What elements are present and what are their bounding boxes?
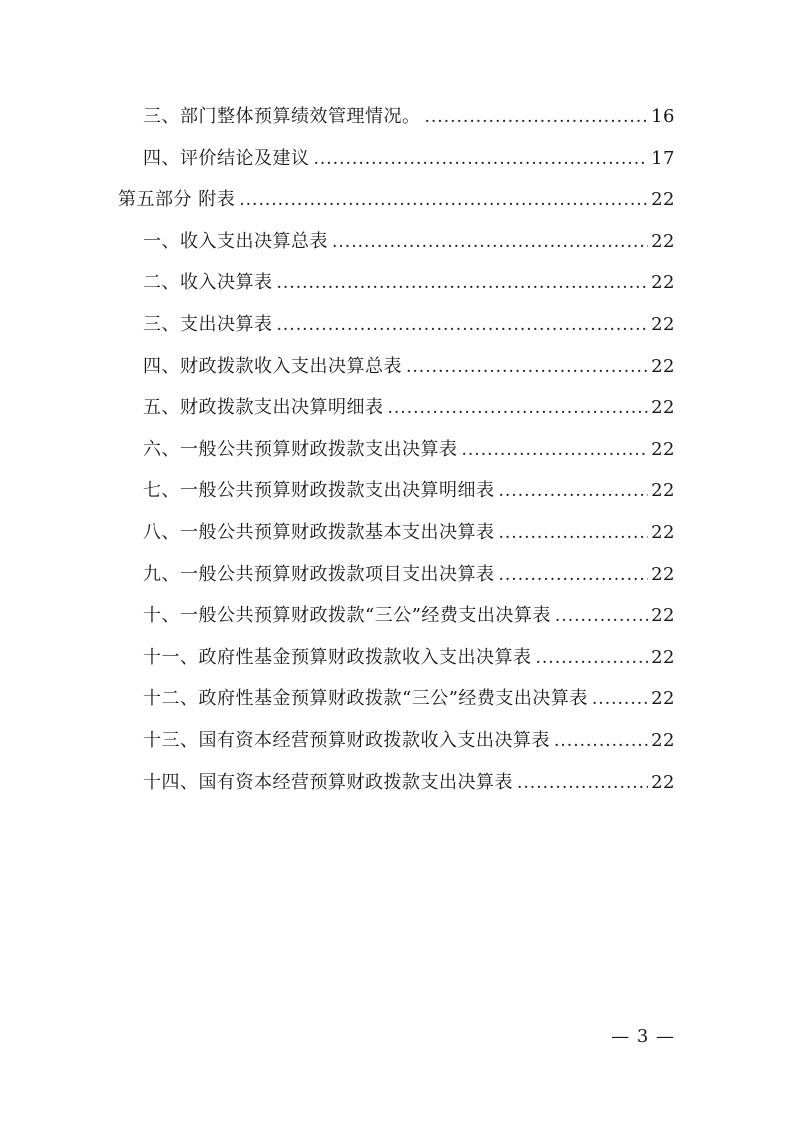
toc-entry-page: 16: [651, 106, 675, 127]
toc-entry-page: 17: [651, 147, 675, 169]
toc-entry: [118, 387, 675, 429]
toc-entry-page: 22: [651, 480, 675, 502]
toc-entry: [118, 720, 675, 762]
toc-entry-page: 22: [651, 521, 675, 543]
dot-leader: [388, 388, 649, 430]
dot-leader: [499, 471, 649, 513]
toc-entry: [118, 346, 675, 388]
toc-entry-label: 八、一般公共预算财政拨款基本支出决算表: [143, 521, 495, 543]
toc-entry-label: 十四、国有资本经营预算财政拨款支出决算表: [143, 771, 513, 793]
dot-leader: [499, 555, 649, 597]
toc-entry-page: 22: [651, 646, 675, 668]
toc-entry-label: 十、一般公共预算财政拨款“三公”经费支出决算表: [143, 605, 551, 627]
toc-entry-label: 五、财政拨款支出决算明细表: [143, 397, 384, 419]
toc-entry: [118, 762, 675, 804]
toc-entry-label: 一、收入支出决算总表: [143, 230, 328, 252]
toc-entry: [118, 221, 675, 263]
toc-list: [118, 96, 675, 803]
page-number: — 3 —: [611, 1026, 675, 1047]
toc-entry-label: 三、部门整体预算绩效管理情况。: [143, 106, 421, 127]
toc-entry-label: 四、财政拨款收入支出决算总表: [143, 355, 402, 377]
toc-entry-page: 22: [651, 688, 675, 710]
dot-leader: [517, 763, 648, 805]
toc-entry-page: 22: [651, 397, 675, 419]
dot-leader: [239, 180, 648, 222]
toc-entry-page: 22: [651, 313, 675, 335]
toc-entry-label: 十一、政府性基金预算财政拨款收入支出决算表: [143, 646, 532, 668]
toc-entry-page: 22: [651, 189, 675, 211]
toc-entry-page: 22: [651, 729, 675, 751]
dot-leader: [332, 222, 648, 264]
toc-entry: [118, 262, 675, 304]
page-footer: [611, 1026, 675, 1047]
toc-entry: [118, 678, 675, 720]
toc-entry-label: 十三、国有资本经营预算财政拨款收入支出决算表: [143, 729, 550, 751]
toc-entry: [118, 512, 675, 554]
toc-entry: [118, 304, 675, 346]
toc-entry: [118, 138, 675, 180]
toc-entry-page: 22: [651, 272, 675, 294]
dot-leader: [554, 721, 648, 763]
dot-leader: [406, 347, 648, 389]
toc-entry: [118, 470, 675, 512]
dot-leader: [277, 305, 649, 347]
toc-entry-page: 22: [651, 355, 675, 377]
dot-leader: [536, 638, 649, 680]
toc-entry-label: 四、评价结论及建议: [143, 147, 310, 169]
toc-entry-label: 第五部分 附表: [118, 189, 236, 211]
toc-entry-page: 22: [651, 771, 675, 793]
toc-entry-page: 22: [651, 605, 675, 627]
toc-entry-label: 三、支出决算表: [143, 313, 273, 335]
toc-entry-label: 二、收入决算表: [143, 272, 273, 294]
toc-entry: [118, 179, 675, 221]
dot-leader: [425, 97, 649, 139]
toc-entry: [118, 637, 675, 679]
toc-entry-page: 22: [651, 438, 675, 460]
toc-entry: [118, 429, 675, 471]
toc-entry-label: 六、一般公共预算财政拨款支出决算表: [143, 438, 458, 460]
dot-leader: [592, 679, 648, 721]
dot-leader: [499, 513, 649, 555]
toc-entry-page: 22: [651, 230, 675, 252]
toc-entry: [118, 554, 675, 596]
toc-entry-label: 十二、政府性基金预算财政拨款“三公”经费支出决算表: [143, 688, 588, 710]
toc-entry-label: 七、一般公共预算财政拨款支出决算明细表: [143, 480, 495, 502]
toc-entry-label: 九、一般公共预算财政拨款项目支出决算表: [143, 563, 495, 585]
toc-entry: [118, 96, 675, 138]
toc-entry: [118, 595, 675, 637]
toc-entry-page: 22: [651, 563, 675, 585]
dot-leader: [314, 139, 649, 181]
dot-leader: [277, 263, 649, 305]
dot-leader: [555, 596, 648, 638]
dot-leader: [462, 430, 649, 472]
